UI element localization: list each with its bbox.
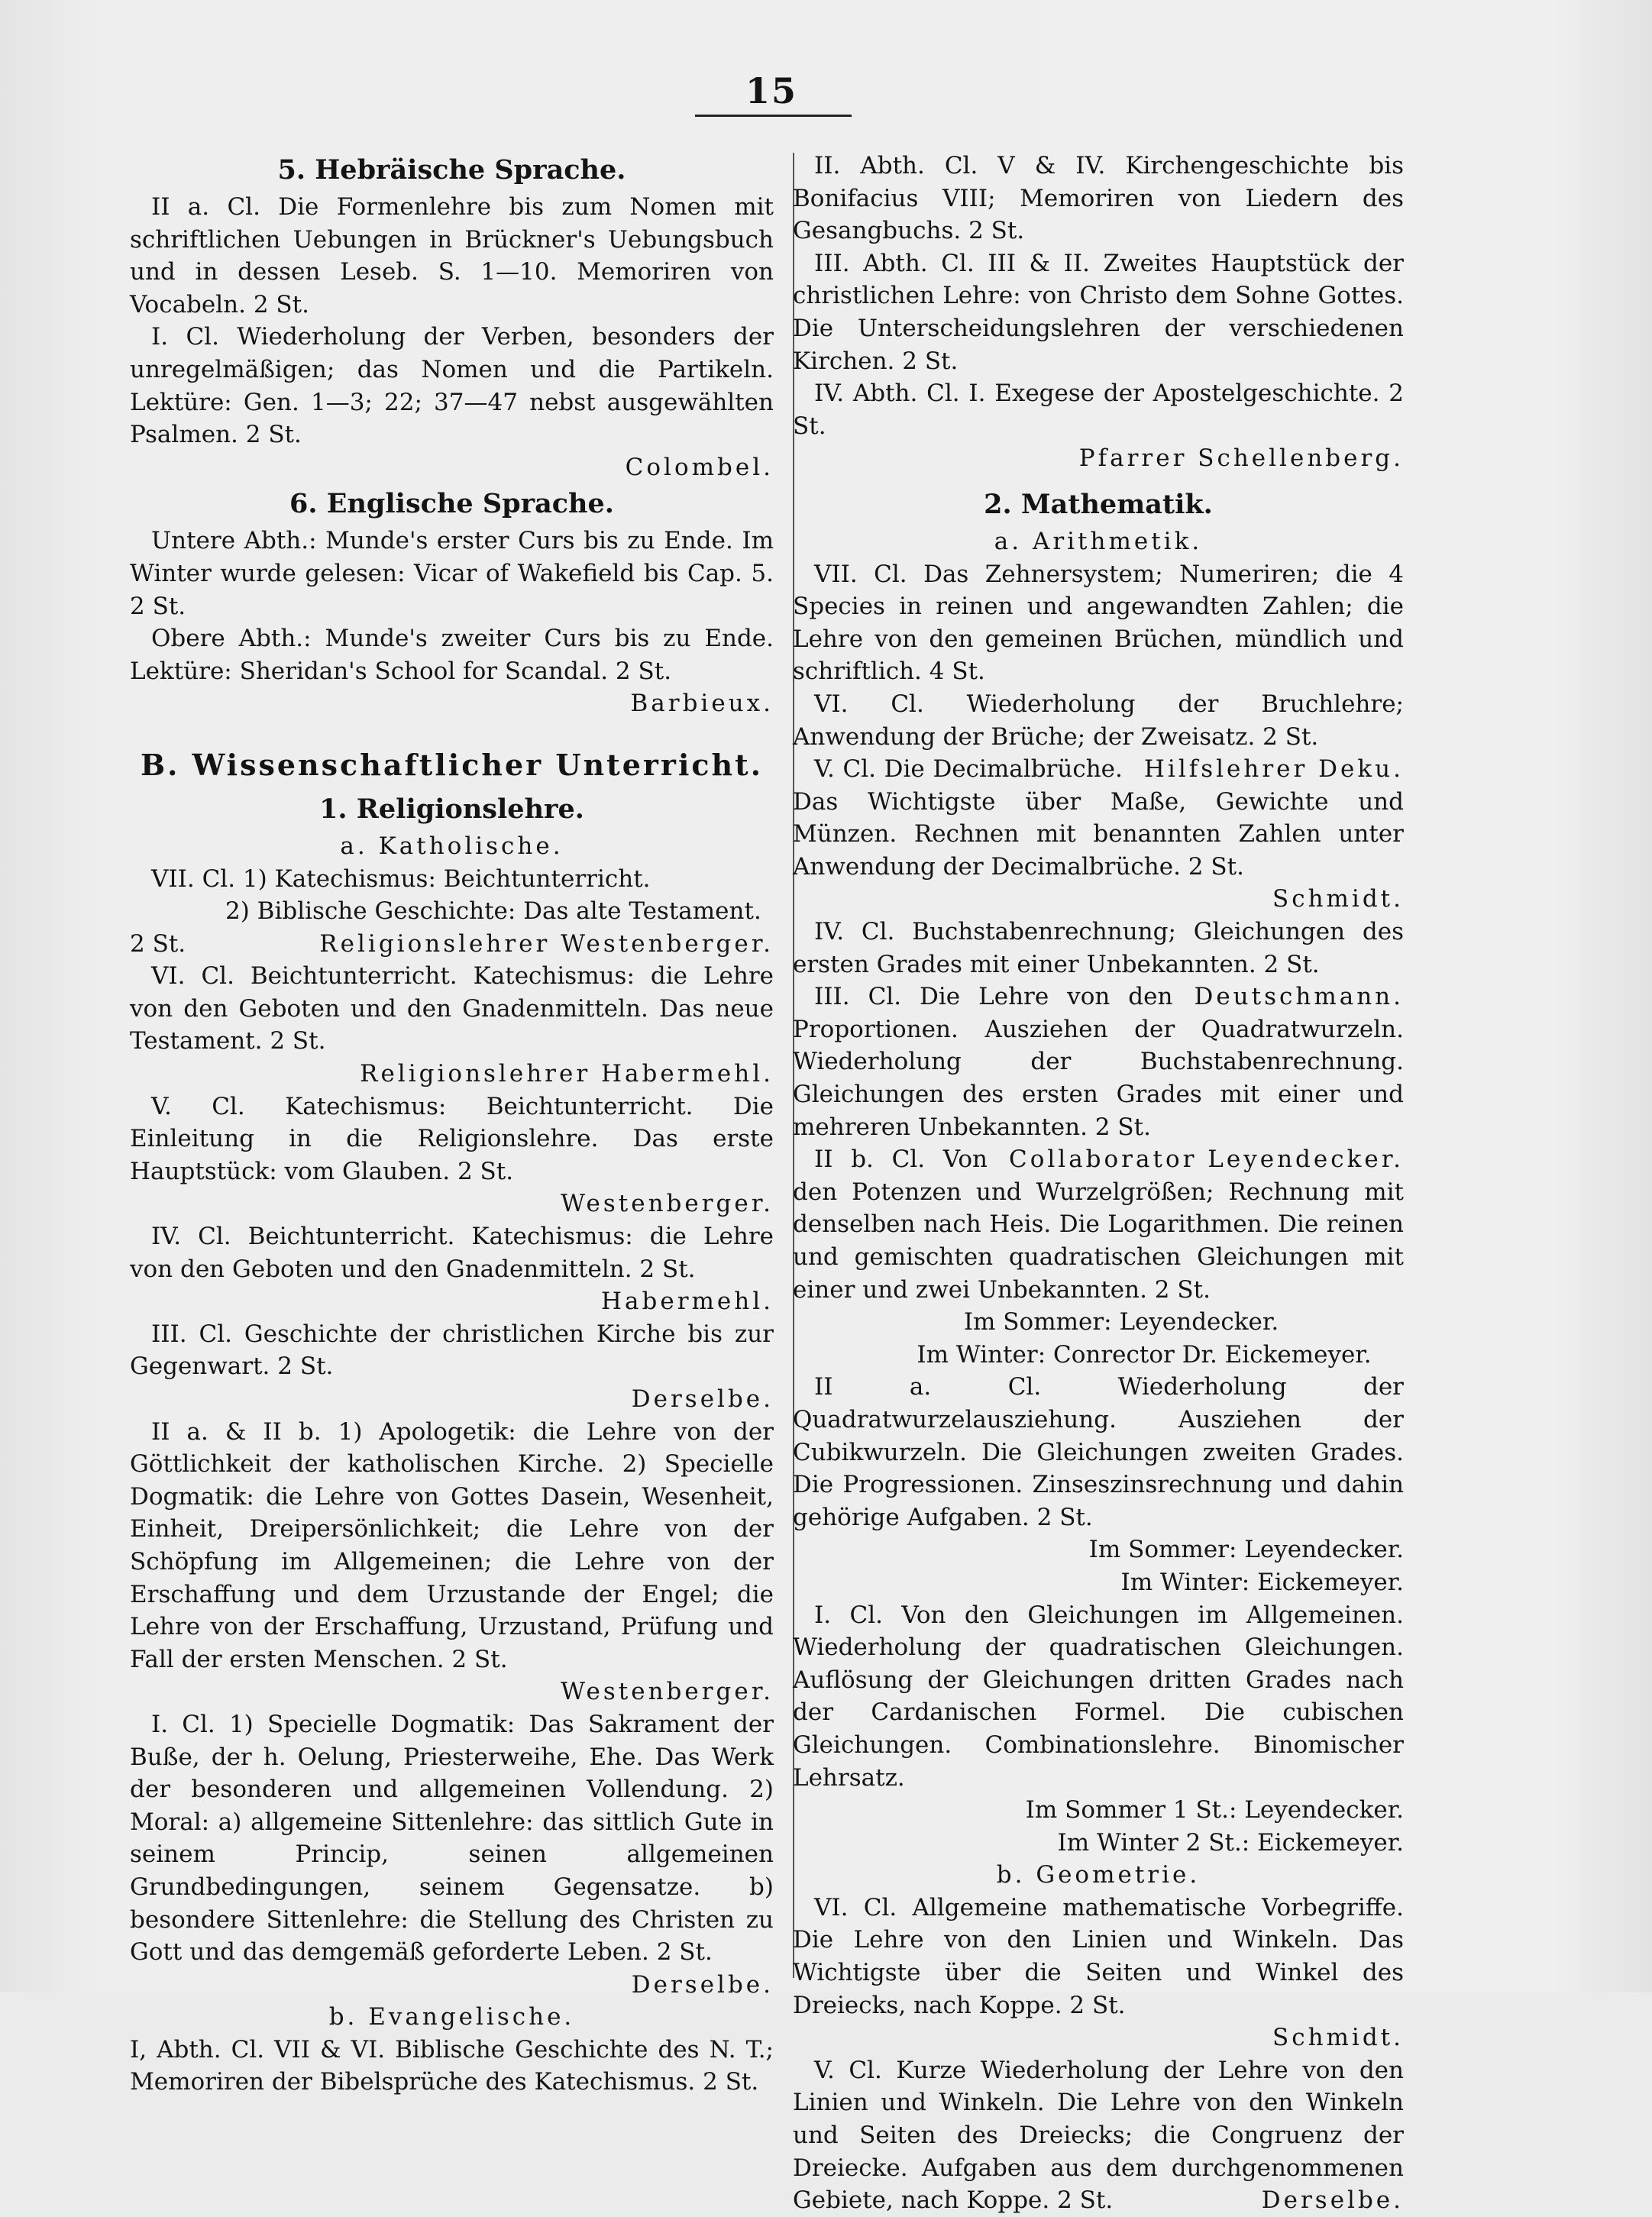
math-class-v: V. Cl. Die Decimalbrüche. Das Wichtigste über Maße, Gewichte und Münzen. Rechnen mit benannten Zahlen unter Anwendung der Decimalbrüche. 2 St.	[793, 755, 1404, 881]
rel-class-v: V. Cl. Katechismus: Beichtunterricht. Die Einleitung in die Religionslehre. Das erste Hauptstück: vom Glauben. 2 St.	[130, 1092, 774, 1185]
section-heading-b: B. Wissenschaftlicher Unterricht.	[141, 747, 763, 782]
geo-class-vi: VI. Cl. Allgemeine mathematische Vorbegriffe. Die Lehre von den Linien und Winkeln. Das Wichtigste über die Seiten und Winkel des Dreiecks, nach Koppe. 2 St.	[793, 1893, 1404, 2019]
subheading-arithmetic: a. Arithmetik.	[994, 527, 1203, 555]
math-class-iv-text: IV. Cl. Buchstabenrechnung; Gleichungen des ersten Grades mit einer Unbekannten. 2 St.	[793, 918, 1404, 978]
rel-class-iv: IV. Cl. Beichtunterricht. Katechismus: die Lehre von den Geboten und den Gnadenmitteln. 2 St.	[130, 1223, 774, 1283]
teacher-summer: Im Sommer 1 St.: Leyendecker.	[1025, 1796, 1404, 1824]
english-lower: Untere Abth.: Munde's erster Curs bis zu Ende. Im Winter wurde gelesen: Vicar of Wakefield bis Cap. 5. 2 St.	[130, 527, 774, 620]
rel-class-ii: II a. & II b. 1) Apologetik: die Lehre von der Göttlichkeit der katholischen Kirche. 2) Specielle Dogmatik: die Lehre von Gottes Dasein, Wesenheit, Einheit, Dreipersönlichkeit; die Lehre von der Schöpfung im Allgemeinen; die Lehre von der Erschaffung und dem Urzustande der Engel; die Lehre von der Erschaffung, Urzustand, Prüfung und Fall der ersten Menschen. 2 St.	[130, 1417, 774, 1673]
math-class-iii-text: III. Cl. Die Lehre von den Proportionen. Ausziehen der Quadratwurzeln. Wiederholung der Buchstabenrechnung. Gleichungen des ersten Grades mit einer und mehreren Unbekannten. 2 St.	[793, 983, 1404, 1141]
ev-abth-ii: II. Abth. Cl. V & IV. Kirchengeschichte bis Bonifacius VIII; Memoriren von Liedern des Gesangbuchs. 2 St.	[793, 152, 1404, 245]
rel-class-vii-3	[130, 928, 774, 961]
hebrew-class-iia: II a. Cl. Die Formenlehre bis zum Nomen mit schriftlichen Uebungen in Brückner's Uebungsbuch und in dessen Leseb. S. 1—10. Memoriren von Vocabeln. 2 St.	[130, 193, 774, 318]
ev-abth-iii: III. Abth. Cl. III & II. Zweites Hauptstück der christlichen Lehre: von Christo dem Sohne Gottes. Die Unterscheidungslehren der verschiedenen Kirchen. 2 St.	[793, 249, 1404, 375]
teacher-name: Westenberger.	[561, 1678, 774, 1706]
teacher-name: Derselbe.	[631, 1385, 774, 1413]
section-heading-hebrew: 5. Hebräische Sprache.	[277, 154, 626, 186]
teacher-name: Religionslehrer Habermehl.	[360, 1060, 774, 1088]
teacher-name: Deutschmann.	[1194, 983, 1404, 1011]
teacher-name: Collaborator Leyendecker.	[1008, 1146, 1404, 1174]
teacher-name: Schmidt.	[1272, 2024, 1404, 2052]
ev-abth-iv: IV. Abth. Cl. I. Exegese der Apostelgeschichte. 2 St.	[793, 380, 1404, 440]
rel-class-iii: III. Cl. Geschichte der christlichen Kirche bis zur Gegenwart. 2 St.	[130, 1320, 774, 1381]
teacher-winter: Im Winter 2 St.: Eickemeyer.	[1057, 1828, 1404, 1857]
teacher-name: Westenberger.	[561, 1190, 774, 1218]
rel-class-vii-2: 2) Biblische Geschichte: Das alte Testament.	[225, 897, 761, 926]
teacher-name: Derselbe.	[631, 1970, 774, 1999]
math-class-iv	[793, 916, 1404, 1011]
left-column	[130, 150, 774, 2099]
math-class-vi-text: VI. Cl. Wiederholung der Bruchlehre; Anwendung der Brüche; der Zweisatz. 2 St.	[793, 690, 1404, 751]
math-class-iib: II b. Cl. Von den Potenzen und Wurzelgrößen; Rechnung mit denselben nach Heis. Die Logarithmen. Die reinen und gemischten quadratischen Gleichungen mit einer und zwei Unbekannten. 2 St.	[793, 1146, 1404, 1304]
right-column	[793, 150, 1404, 2217]
teacher-name: Religionslehrer Westenberger.	[319, 929, 774, 958]
rel-class-vii-1: VII. Cl. 1) Katechismus: Beichtunterricht.	[151, 865, 651, 893]
teacher-name: Colombel.	[625, 453, 774, 481]
section-heading-religion: 1. Religionslehre.	[319, 793, 584, 825]
rel-class-i: I. Cl. 1) Specielle Dogmatik: Das Sakrament der Buße, der h. Oelung, Priesterweihe, Ehe. Das Werk der besonderen und allgemeinen Vollendung. 2) Moral: a) allgemeine Sittenlehre: das sittlich Gute in seinem Princip, seinen allgemeinen Grundbedingungen, seinem Gegensatze. b) besondere Sittenlehre: die Stellung des Christen zu Gott und das demgemäß geforderte Leben. 2 St.	[130, 1710, 774, 1967]
teacher-name: Barbieux.	[630, 690, 774, 718]
section-heading-english: 6. Englische Sprache.	[289, 488, 614, 520]
subheading-geometry: b. Geometrie.	[996, 1861, 1201, 1889]
page-number: 15	[745, 70, 797, 111]
math-class-vi	[793, 688, 1404, 784]
geo-class-v-text: V. Cl. Kurze Wiederholung der Lehre von den Linien und Winkeln. Die Lehre von den Winkeln und Seiten des Dreiecks; die Congruenz der Dreiecke. Aufgaben aus dem durchgenommenen Gebiete, nach Koppe. 2 St.	[793, 2056, 1404, 2215]
teacher-name: Derselbe.	[1261, 2186, 1404, 2215]
math-class-iia: II a. Cl. Wiederholung der Quadratwurzelausziehung. Ausziehen der Cubikwurzeln. Die Gleichungen zweiten Grades. Die Progressionen. Zinseszinsrechnung und dahin gehörige Aufgaben. 2 St.	[793, 1373, 1404, 1531]
subheading-evangelical: b. Evangelische.	[328, 2003, 575, 2031]
teacher-winter: Im Winter: Conrector Dr. Eickemeyer.	[917, 1340, 1372, 1369]
teacher-summer: Im Sommer: Leyendecker.	[1088, 1536, 1404, 1564]
teacher-name: Schmidt.	[1272, 885, 1404, 913]
teacher-name: Pfarrer Schellenberg.	[1078, 444, 1404, 473]
math-class-i: I. Cl. Von den Gleichungen im Allgemeinen. Wiederholung der quadratischen Gleichungen. Auflösung der Gleichungen dritten Grades nach der Cardanischen Formel. Die cubischen Gleichungen. Combinationslehre. Binomischer Lehrsatz.	[793, 1601, 1404, 1792]
teacher-winter: Im Winter: Eickemeyer.	[1120, 1568, 1404, 1596]
hours: 2 St.	[130, 929, 186, 958]
rel-class-vi: VI. Cl. Beichtunterricht. Katechismus: die Lehre von den Geboten und den Gnadenmitteln. Das neue Testament. 2 St.	[130, 962, 774, 1055]
teacher-name: Hilfslehrer Deku.	[1143, 755, 1404, 784]
subheading-catholic: a. Katholische.	[340, 832, 564, 860]
page-number-rule	[695, 115, 852, 117]
math-class-vii: VII. Cl. Das Zehnersystem; Numeriren; die 4 Species in reinen und angewandten Zahlen; die Lehre von den gemeinen Brüchen, mündlich und schriftlich. 4 St.	[793, 560, 1404, 686]
teacher-name: Habermehl.	[601, 1288, 774, 1316]
section-heading-math: 2. Mathematik.	[984, 488, 1213, 520]
hebrew-class-i: I. Cl. Wiederholung der Verben, besonders der unregelmäßigen; das Nomen und die Partikeln. Lektüre: Gen. 1—3; 22; 37—47 nebst ausgewählten Psalmen. 2 St.	[130, 323, 774, 449]
ev-abth-i: I, Abth. Cl. VII & VI. Biblische Geschichte des N. T.; Memoriren der Bibelsprüche des Katechismus. 2 St.	[130, 2035, 774, 2096]
geo-class-v	[793, 2054, 1404, 2217]
teacher-summer: Im Sommer: Leyendecker.	[963, 1308, 1279, 1336]
english-upper: Obere Abth.: Munde's zweiter Curs bis zu Ende. Lektüre: Sheridan's School for Scandal. 2 St.	[130, 625, 774, 685]
